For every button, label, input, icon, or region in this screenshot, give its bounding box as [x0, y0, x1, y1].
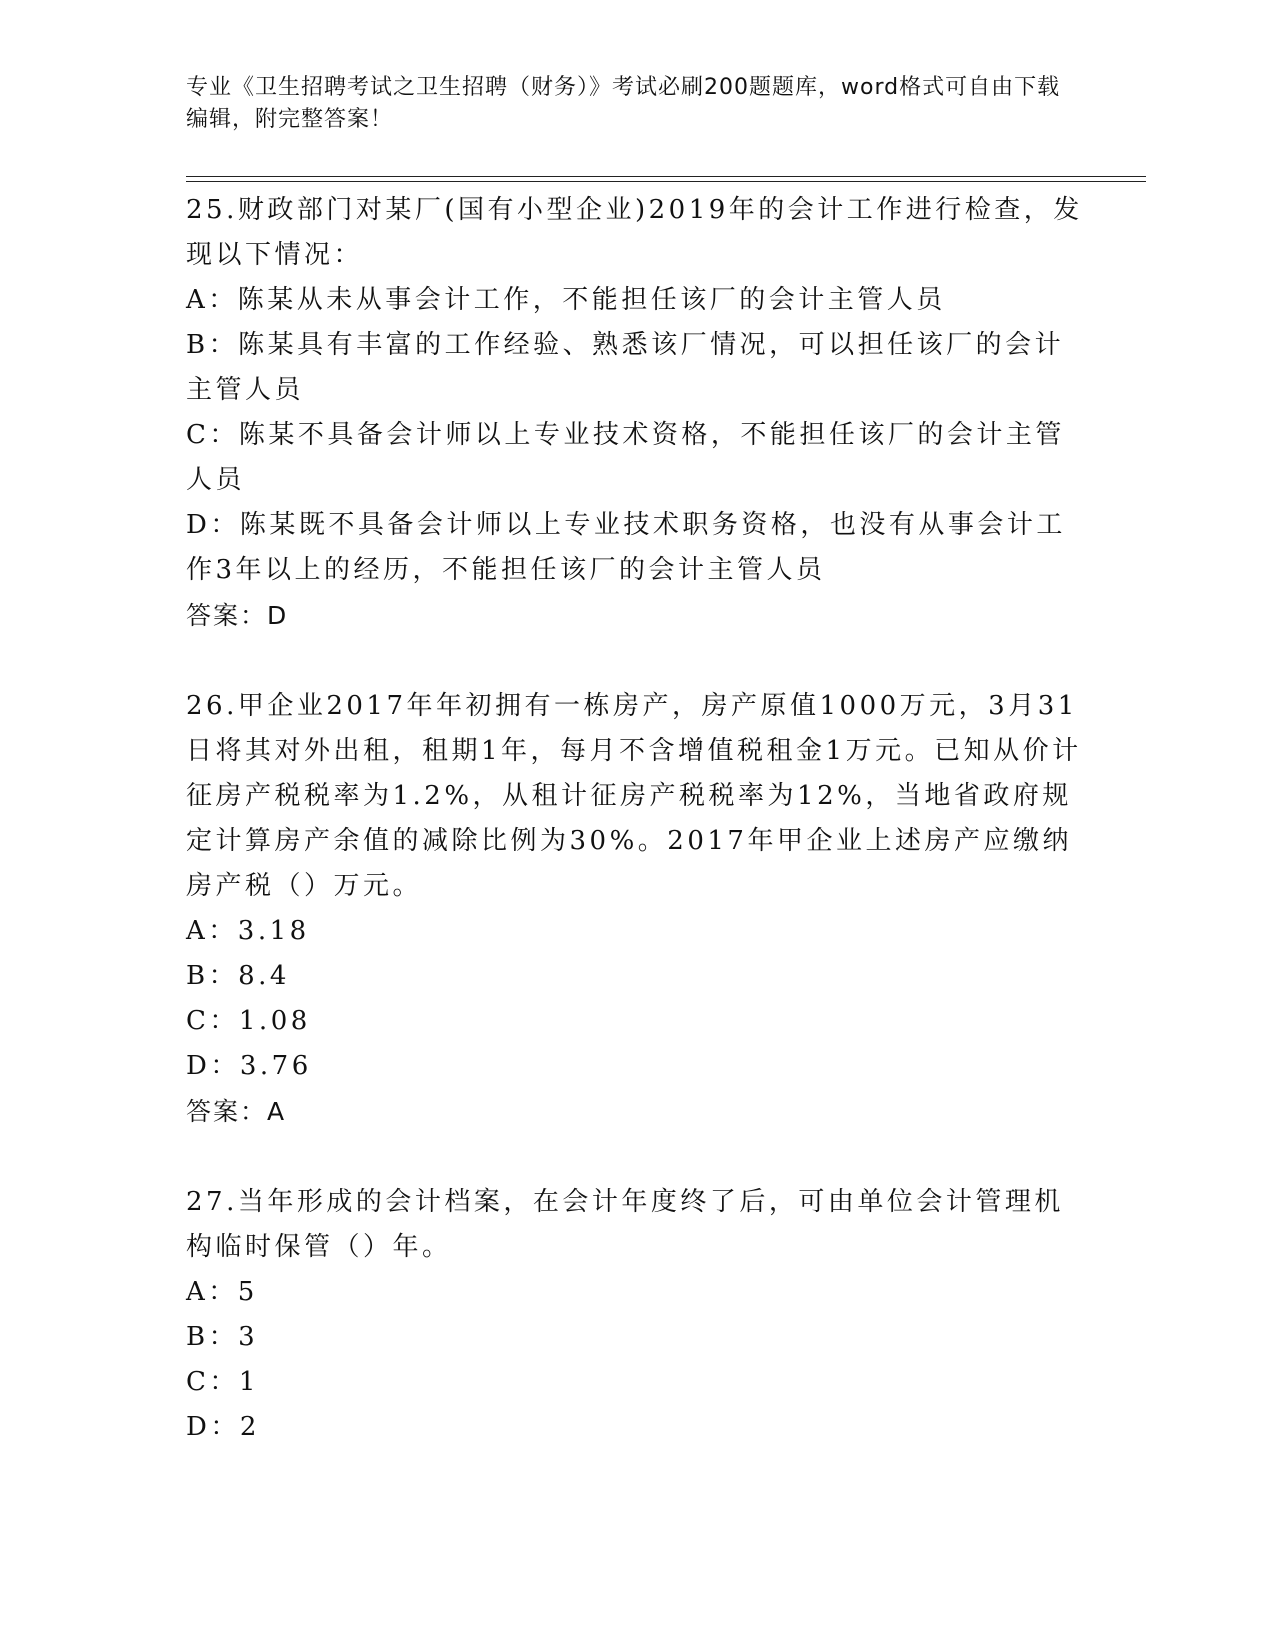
question-list — [186, 188, 1086, 1450]
header-rule-top — [186, 176, 1146, 177]
option-a: A：5 — [186, 1277, 258, 1307]
option-b: B：陈某具有丰富的工作经验、熟悉该厂情况，可以担任该厂的会计主管人员 — [186, 330, 1065, 405]
header-rule-bottom — [186, 181, 1146, 182]
question-stem: 27.当年形成的会计档案，在会计年度终了后，可由单位会计管理机构临时保管（）年。 — [186, 1187, 1064, 1262]
option-c: C：1 — [186, 1367, 259, 1397]
question-block-25 — [186, 188, 1086, 638]
question-stem: 26.甲企业2017年年初拥有一栋房产，房产原值1000万元，3月31日将其对外出租，租期1年，每月不含增值税租金1万元。已知从价计征房产税税率为1.2%，从租计征房产税税率为12%，当地省政府规定计算房产余值的减除比例为30%。2017年甲企业上述房产应缴纳房产税（）万元。 — [186, 691, 1082, 901]
question-stem: 25.财政部门对某厂(国有小型企业)2019年的会计工作进行检查，发现以下情况： — [186, 195, 1083, 270]
option-d: D：3.76 — [186, 1051, 312, 1081]
option-d: D：2 — [186, 1412, 260, 1442]
answer-line: 答案：A — [186, 1097, 287, 1126]
answer-line: 答案：D — [186, 601, 289, 630]
option-b: B：3 — [186, 1322, 259, 1352]
option-b: B：8.4 — [186, 961, 290, 991]
option-c: C：1.08 — [186, 1006, 311, 1036]
option-a: A：3.18 — [186, 916, 310, 946]
question-block-27 — [186, 1180, 1086, 1450]
document-header: 专业《卫生招聘考试之卫生招聘（财务）》考试必刷200题题库，word格式可自由下载编辑，附完整答案！ — [186, 75, 1061, 132]
option-a: A：陈某从未从事会计工作，不能担任该厂的会计主管人员 — [186, 285, 946, 315]
option-c: C：陈某不具备会计师以上专业技术资格，不能担任该厂的会计主管人员 — [186, 420, 1065, 495]
question-block-26 — [186, 684, 1086, 1134]
option-d: D：陈某既不具备会计师以上专业技术职务资格，也没有从事会计工作3年以上的经历，不能担任该厂的会计主管人员 — [186, 510, 1066, 585]
